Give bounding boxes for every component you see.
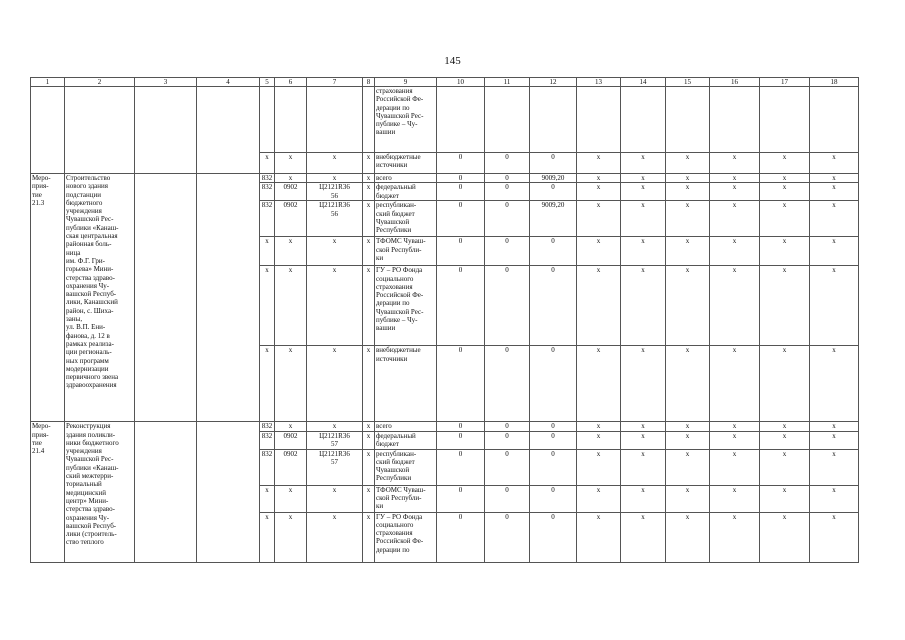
value-cell: x <box>621 266 666 346</box>
cell-empty <box>760 87 810 153</box>
funding-source: ТФОМС Чуваш- ской Республи- ки <box>375 237 437 266</box>
value-cell: x <box>621 422 666 431</box>
cell-empty <box>666 87 710 153</box>
value-cell: 0 <box>530 346 577 422</box>
value-cell: x <box>666 201 710 237</box>
section-code: x <box>275 485 307 512</box>
value-cell: x <box>577 485 621 512</box>
value-cell: 0 <box>485 346 530 422</box>
target-code: Ц2121R36 57 <box>307 431 363 449</box>
value-cell: 0 <box>437 449 485 485</box>
funding-source: республикан- ский бюджет Чувашской Республики <box>375 201 437 237</box>
cell-empty <box>260 87 275 153</box>
cell-empty <box>530 87 577 153</box>
funding-source: республикан- ский бюджет Чувашской Республики <box>375 449 437 485</box>
value-cell: x <box>710 449 760 485</box>
funding-source: внебюджетные источники <box>375 346 437 422</box>
expense-type: x <box>363 431 375 449</box>
target-code: x <box>307 422 363 431</box>
value-cell: 0 <box>485 422 530 431</box>
column-number: 7 <box>307 78 363 87</box>
expense-type: x <box>363 266 375 346</box>
measure-description: Реконструкция здания поликли- ники бюджетного учреждения Чувашской Рес- публики «Канаш- ский межтерри- ториальный медицинский центр» Мини- стерства здраво- охранения Чу- вашской Респуб- лики (строитель- ство теплого <box>65 422 135 562</box>
header-row <box>31 78 859 87</box>
value-cell: 0 <box>485 183 530 201</box>
value-cell: x <box>666 183 710 201</box>
target-code: x <box>307 485 363 512</box>
value-cell: 0 <box>485 201 530 237</box>
value-cell: x <box>666 422 710 431</box>
value-cell: x <box>810 449 859 485</box>
value-cell: x <box>760 237 810 266</box>
column-number: 2 <box>65 78 135 87</box>
value-cell: x <box>666 485 710 512</box>
value-cell: x <box>810 422 859 431</box>
value-cell: 0 <box>530 422 577 431</box>
grbs-code: 832 <box>260 183 275 201</box>
column-number: 1 <box>31 78 65 87</box>
value-cell: 0 <box>437 201 485 237</box>
cell-empty <box>485 87 530 153</box>
grbs-code: 832 <box>260 431 275 449</box>
value-cell: x <box>710 153 760 174</box>
column-number: 17 <box>760 78 810 87</box>
value-cell: x <box>666 346 710 422</box>
value-cell: x <box>577 174 621 183</box>
value-cell: x <box>621 346 666 422</box>
cell-empty <box>307 87 363 153</box>
value-cell: x <box>760 449 810 485</box>
cell-empty <box>363 87 375 153</box>
value-cell: x <box>577 512 621 562</box>
value-cell: x <box>621 431 666 449</box>
value-cell: x <box>577 266 621 346</box>
value-cell: 0 <box>437 431 485 449</box>
value-cell: x <box>810 183 859 201</box>
cell-empty <box>621 87 666 153</box>
cell-empty <box>710 87 760 153</box>
value-cell: 0 <box>485 174 530 183</box>
grbs-code: 832 <box>260 174 275 183</box>
expense-type: x <box>363 183 375 201</box>
grbs-code: x <box>260 266 275 346</box>
value-cell: x <box>810 153 859 174</box>
expense-type: x <box>363 485 375 512</box>
target-code: x <box>307 174 363 183</box>
value-cell: 0 <box>437 266 485 346</box>
value-cell: 0 <box>485 153 530 174</box>
value-cell: 0 <box>437 485 485 512</box>
value-cell: 0 <box>437 237 485 266</box>
funding-source: ГУ – РО Фонда социального страхования Российской Фе- дерации по <box>375 512 437 562</box>
column-number: 11 <box>485 78 530 87</box>
value-cell: x <box>810 174 859 183</box>
section-code: x <box>275 174 307 183</box>
value-cell: x <box>760 266 810 346</box>
measure-description: Строительство нового здания подстанции бюджетного учреждения Чувашской Рес- публики «Канаш- ская центральная районная боль- ница им. Ф.Г. Гри- горьева» Мини- стерства здраво- охранения Чу- вашской Респуб- лики, Канашский район, с. Шихa- заны, ул. В.П. Ени- фанова, д. 12 в рамках реализа- ции региональ- ных программ модернизации первичного звена здравоохранения <box>65 174 135 422</box>
column-number: 9 <box>375 78 437 87</box>
funding-source: ГУ – РО Фонда социального страхования Российской Фе- дерации по Чувашской Рес- публике – Чу- вашии <box>375 266 437 346</box>
value-cell: x <box>710 266 760 346</box>
value-cell: x <box>760 174 810 183</box>
value-cell: x <box>621 237 666 266</box>
column-number: 18 <box>810 78 859 87</box>
value-cell: x <box>621 183 666 201</box>
value-cell: x <box>666 237 710 266</box>
value-cell: x <box>760 346 810 422</box>
expense-type: x <box>363 153 375 174</box>
value-cell: x <box>710 512 760 562</box>
target-code: Ц2121R36 56 <box>307 201 363 237</box>
grbs-code: x <box>260 346 275 422</box>
target-code: x <box>307 266 363 346</box>
value-cell: x <box>810 237 859 266</box>
value-cell: 9009,20 <box>530 201 577 237</box>
measure-number: Меро- прия- тие 21.3 <box>31 174 65 422</box>
value-cell: x <box>577 153 621 174</box>
column-number: 15 <box>666 78 710 87</box>
value-cell: 0 <box>530 485 577 512</box>
value-cell: x <box>621 449 666 485</box>
funding-source: ТФОМС Чуваш- ской Республи- ки <box>375 485 437 512</box>
target-code: x <box>307 237 363 266</box>
cell-empty <box>135 174 197 422</box>
value-cell: 0 <box>530 449 577 485</box>
column-number: 14 <box>621 78 666 87</box>
value-cell: 9009,20 <box>530 174 577 183</box>
value-cell: x <box>810 485 859 512</box>
cell-empty <box>31 87 65 174</box>
grbs-code: x <box>260 485 275 512</box>
value-cell: 0 <box>530 237 577 266</box>
cell-empty <box>275 87 307 153</box>
value-cell: x <box>666 153 710 174</box>
value-cell: x <box>710 237 760 266</box>
expense-type: x <box>363 422 375 431</box>
budget-table <box>30 77 859 563</box>
value-cell: x <box>577 183 621 201</box>
value-cell: x <box>621 512 666 562</box>
value-cell: 0 <box>437 512 485 562</box>
expense-type: x <box>363 174 375 183</box>
cell-empty <box>810 87 859 153</box>
section-code: x <box>275 346 307 422</box>
grbs-code: x <box>260 237 275 266</box>
value-cell: 0 <box>485 485 530 512</box>
value-cell: x <box>577 237 621 266</box>
table-row <box>31 174 859 183</box>
value-cell: x <box>710 174 760 183</box>
expense-type: x <box>363 201 375 237</box>
measure-number: Меро- прия- тие 21.4 <box>31 422 65 562</box>
target-code: x <box>307 153 363 174</box>
value-cell: x <box>760 512 810 562</box>
value-cell: x <box>810 346 859 422</box>
value-cell: x <box>710 431 760 449</box>
value-cell: 0 <box>437 346 485 422</box>
value-cell: x <box>760 153 810 174</box>
value-cell: 0 <box>485 449 530 485</box>
value-cell: 0 <box>485 266 530 346</box>
column-number: 16 <box>710 78 760 87</box>
value-cell: x <box>710 183 760 201</box>
column-number: 4 <box>197 78 260 87</box>
section-code: 0902 <box>275 183 307 201</box>
value-cell: 0 <box>485 431 530 449</box>
column-number: 5 <box>260 78 275 87</box>
value-cell: x <box>810 201 859 237</box>
funding-source: всего <box>375 422 437 431</box>
table-row <box>31 87 859 153</box>
value-cell: 0 <box>437 183 485 201</box>
target-code: x <box>307 346 363 422</box>
funding-source: страхования Российской Фе- дерации по Чувашской Рес- публике – Чу- вашии <box>375 87 437 153</box>
value-cell: 0 <box>437 174 485 183</box>
column-number: 13 <box>577 78 621 87</box>
value-cell: x <box>666 431 710 449</box>
value-cell: 0 <box>485 512 530 562</box>
section-code: 0902 <box>275 449 307 485</box>
value-cell: x <box>710 485 760 512</box>
expense-type: x <box>363 512 375 562</box>
value-cell: 0 <box>437 422 485 431</box>
grbs-code: 832 <box>260 422 275 431</box>
cell-empty <box>135 87 197 174</box>
value-cell: x <box>577 201 621 237</box>
cell-empty <box>197 87 260 174</box>
value-cell: 0 <box>437 153 485 174</box>
funding-source: федеральный бюджет <box>375 431 437 449</box>
section-code: x <box>275 266 307 346</box>
value-cell: x <box>666 512 710 562</box>
value-cell: x <box>710 422 760 431</box>
grbs-code: 832 <box>260 449 275 485</box>
section-code: x <box>275 153 307 174</box>
value-cell: 0 <box>530 266 577 346</box>
value-cell: 0 <box>530 183 577 201</box>
value-cell: x <box>710 201 760 237</box>
section-code: 0902 <box>275 431 307 449</box>
value-cell: x <box>710 346 760 422</box>
value-cell: x <box>760 485 810 512</box>
funding-source: всего <box>375 174 437 183</box>
value-cell: x <box>621 153 666 174</box>
value-cell: x <box>621 174 666 183</box>
cell-empty <box>577 87 621 153</box>
value-cell: 0 <box>485 237 530 266</box>
section-code: x <box>275 237 307 266</box>
expense-type: x <box>363 237 375 266</box>
value-cell: x <box>760 422 810 431</box>
cell-empty <box>437 87 485 153</box>
value-cell: 0 <box>530 431 577 449</box>
expense-type: x <box>363 449 375 485</box>
value-cell: x <box>666 449 710 485</box>
value-cell: x <box>577 346 621 422</box>
section-code: x <box>275 422 307 431</box>
table-row <box>31 422 859 431</box>
column-number: 8 <box>363 78 375 87</box>
column-number: 10 <box>437 78 485 87</box>
grbs-code: x <box>260 153 275 174</box>
value-cell: x <box>810 266 859 346</box>
value-cell: x <box>666 266 710 346</box>
value-cell: 0 <box>530 512 577 562</box>
value-cell: x <box>760 183 810 201</box>
value-cell: x <box>760 431 810 449</box>
column-number: 6 <box>275 78 307 87</box>
value-cell: x <box>577 431 621 449</box>
grbs-code: 832 <box>260 201 275 237</box>
value-cell: x <box>577 422 621 431</box>
section-code: 0902 <box>275 201 307 237</box>
value-cell: 0 <box>530 153 577 174</box>
value-cell: x <box>810 512 859 562</box>
funding-source: внебюджетные источники <box>375 153 437 174</box>
cell-empty <box>135 422 197 562</box>
expense-type: x <box>363 346 375 422</box>
value-cell: x <box>621 485 666 512</box>
target-code: Ц2121R36 57 <box>307 449 363 485</box>
page-number: 145 <box>444 55 461 67</box>
funding-source: федеральный бюджет <box>375 183 437 201</box>
value-cell: x <box>577 449 621 485</box>
cell-empty <box>65 87 135 174</box>
value-cell: x <box>621 201 666 237</box>
section-code: x <box>275 512 307 562</box>
column-number: 12 <box>530 78 577 87</box>
grbs-code: x <box>260 512 275 562</box>
cell-empty <box>197 174 260 422</box>
value-cell: x <box>760 201 810 237</box>
column-number: 3 <box>135 78 197 87</box>
target-code: x <box>307 512 363 562</box>
value-cell: x <box>810 431 859 449</box>
value-cell: x <box>666 174 710 183</box>
target-code: Ц2121R36 56 <box>307 183 363 201</box>
cell-empty <box>197 422 260 562</box>
